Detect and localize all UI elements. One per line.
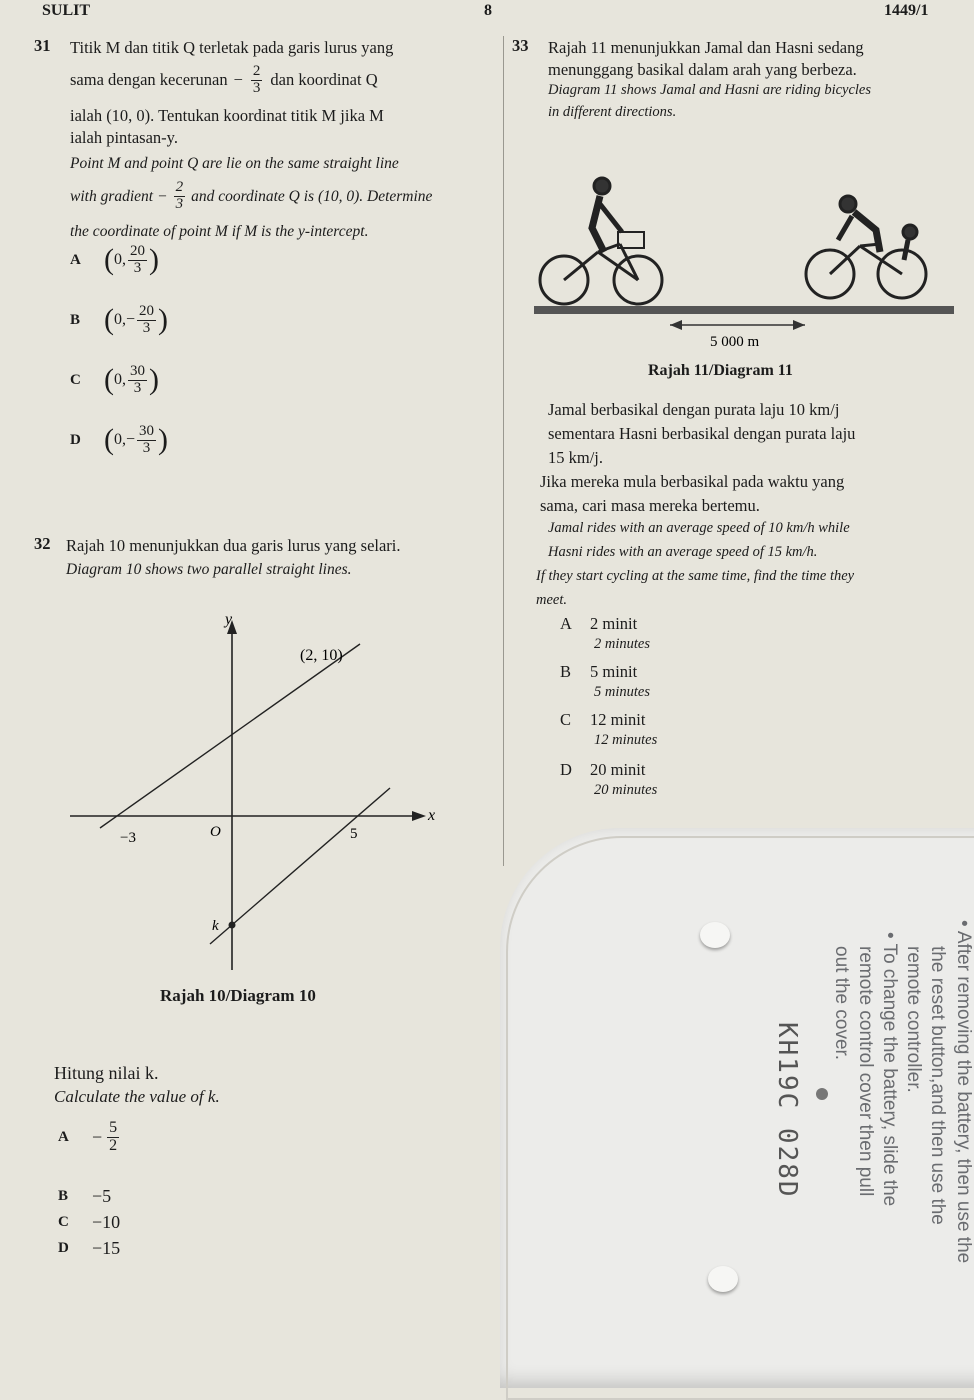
q33-body-ms-2: sementara Hasni berbasikal dengan purata laju bbox=[548, 424, 856, 443]
q32-en: Diagram 10 shows two parallel straight lines. bbox=[66, 561, 352, 578]
remote-rim bbox=[506, 836, 974, 1400]
option-head: 0, bbox=[114, 371, 126, 389]
k-label: k bbox=[212, 918, 219, 934]
q33-body-en-3: If they start cycling at the same time, find the time they bbox=[536, 568, 855, 584]
option-letter: A bbox=[70, 251, 81, 268]
q33-en-line2: in different directions. bbox=[548, 104, 677, 120]
x-axis-arrow bbox=[412, 811, 426, 821]
q31-option-a[interactable]: A ( 0, $\frac{20}{3}$ ) bbox=[70, 243, 159, 277]
hasni-cyclist-icon bbox=[806, 196, 926, 298]
option-sign: − bbox=[126, 311, 136, 329]
q31-ms-line2 bbox=[70, 64, 378, 97]
remote-text-line4: • To change the battery, slide the bbox=[879, 932, 900, 1207]
option-en: 2 minutes bbox=[594, 636, 650, 652]
lower-line bbox=[210, 788, 390, 944]
option-en: 12 minutes bbox=[594, 732, 658, 748]
option-sign: − bbox=[126, 431, 136, 449]
column-divider bbox=[503, 36, 504, 866]
remote-text-line2: the reset button,and then use the bbox=[927, 946, 948, 1225]
option-ms: 20 minit bbox=[590, 760, 646, 779]
jamal-cyclist-icon bbox=[540, 178, 662, 304]
option-sign: − bbox=[92, 1126, 103, 1147]
option-letter: D bbox=[560, 760, 572, 779]
q31-en-line3: the coordinate of point M if M is the y-intercept. bbox=[70, 223, 369, 240]
q33-body-ms-3: 15 km/j. bbox=[548, 448, 604, 467]
option-letter: B bbox=[70, 311, 81, 328]
option-ms: 5 minit bbox=[590, 662, 638, 681]
x-label: x bbox=[428, 807, 436, 824]
q33-body-en-1: Jamal rides with an average speed of 10 km/h while bbox=[548, 520, 850, 536]
q33-number: 33 bbox=[512, 36, 529, 55]
diagram-11-caption: Rajah 11/Diagram 11 bbox=[648, 362, 793, 379]
q31-option-c[interactable]: C ( 0, $\frac{30}{3}$ ) bbox=[70, 363, 159, 397]
q32-option-d[interactable] bbox=[58, 1238, 120, 1259]
upper-line bbox=[100, 644, 360, 828]
q33-body-en-4: meet. bbox=[536, 592, 567, 608]
q33-ms-line2: menunggang basikal dalam arah yang berbeza. bbox=[548, 60, 857, 79]
option-letter: B bbox=[560, 662, 572, 681]
q32-ask-en: Calculate the value of k. bbox=[54, 1087, 220, 1106]
tick-neg-3: −3 bbox=[120, 830, 136, 846]
q31-en-line2b: and coordinate Q is (10, 0). Determine bbox=[191, 187, 433, 205]
option-head: 0, bbox=[114, 431, 126, 449]
q31-number: 31 bbox=[34, 36, 51, 55]
q31-ms-line3: ialah (10, 0). Tentukan koordinat titik M jika M bbox=[70, 106, 384, 125]
option-text: −10 bbox=[92, 1212, 121, 1232]
remote-button-top[interactable] bbox=[700, 922, 730, 948]
gradient-fraction: $\frac{2}{3}$ bbox=[252, 63, 261, 96]
q32-ask-ms: Hitung nilai k. bbox=[54, 1063, 159, 1083]
option-fraction: $\frac{20}{3}$ bbox=[139, 303, 155, 336]
option-fraction: $\frac{30}{3}$ bbox=[130, 363, 145, 396]
option-ms: 12 minit bbox=[590, 710, 646, 729]
header-left: SULIT bbox=[42, 2, 91, 19]
point-label: (2, 10) bbox=[300, 647, 343, 664]
q31-ms-line4: ialah pintasan-y. bbox=[70, 128, 178, 147]
q32-option-c[interactable] bbox=[58, 1212, 120, 1233]
option-letter: C bbox=[560, 710, 572, 729]
q32-ms: Rajah 10 menunjukkan dua garis lurus yang selari. bbox=[66, 536, 401, 555]
gradient-fraction-en: $\frac{2}{3}$ bbox=[175, 179, 184, 212]
page-number: 8 bbox=[484, 2, 492, 19]
diagram-11 bbox=[520, 170, 960, 350]
option-fraction: $\frac{30}{3}$ bbox=[139, 423, 155, 456]
diagram-10-caption: Rajah 10/Diagram 10 bbox=[160, 986, 316, 1005]
y-label: y bbox=[225, 611, 233, 628]
option-en: 20 minutes bbox=[594, 782, 658, 798]
remote-text-line6: out the cover. bbox=[831, 946, 852, 1061]
q31-ms-line1: Titik M dan titik Q terletak pada garis lurus yang bbox=[70, 38, 394, 57]
q33-option-d[interactable] bbox=[560, 760, 657, 799]
remote-text-line1: • After removing the battery, then use the bbox=[953, 920, 974, 1264]
q31-en-line1: Point M and point Q are lie on the same straight line bbox=[70, 155, 399, 172]
remote-button-bottom[interactable] bbox=[708, 1266, 738, 1292]
q33-body-en-2: Hasni rides with an average speed of 15 km/h. bbox=[548, 544, 818, 560]
q31-ms-line2a: sama dengan kecerunan bbox=[70, 70, 228, 90]
option-ms: 2 minit bbox=[590, 614, 638, 633]
tick-5: 5 bbox=[350, 826, 358, 842]
option-letter: A bbox=[560, 614, 572, 633]
q33-body-ms-5: sama, cari masa mereka bertemu. bbox=[540, 496, 760, 515]
option-fraction: $\frac{20}{3}$ bbox=[130, 243, 145, 276]
road bbox=[534, 306, 954, 314]
option-en: 5 minutes bbox=[594, 684, 650, 700]
q33-body-ms-1: Jamal berbasikal dengan purata laju 10 km/j bbox=[548, 400, 840, 419]
option-letter: D bbox=[70, 431, 81, 448]
option-head: 0, bbox=[114, 311, 126, 329]
q32-option-b[interactable] bbox=[58, 1186, 111, 1207]
q33-body-ms-4: Jika mereka mula berbasikal pada waktu yang bbox=[540, 472, 845, 491]
q33-option-b[interactable] bbox=[560, 662, 650, 701]
option-text: −5 bbox=[92, 1186, 112, 1206]
option-fraction: $\frac{5}{2}$ bbox=[109, 1119, 118, 1154]
option-text: −15 bbox=[92, 1238, 121, 1258]
q31-option-b[interactable]: B ( 0, − $\frac{20}{3}$ ) bbox=[70, 303, 169, 337]
gradient-sign-en: − bbox=[157, 187, 168, 205]
q31-ms-line2b: dan koordinat Q bbox=[270, 70, 378, 90]
q31-en-line2a: with gradient bbox=[70, 187, 154, 205]
option-letter: C bbox=[58, 1214, 69, 1230]
q31-option-d[interactable]: D ( 0, − $\frac{30}{3}$ ) bbox=[70, 423, 169, 457]
remote-model-number: KH19C 028D bbox=[772, 1022, 802, 1199]
q32-option-a[interactable] bbox=[58, 1120, 121, 1155]
option-letter: D bbox=[58, 1240, 69, 1256]
q33-en-line1: Diagram 11 shows Jamal and Hasni are riding bicycles bbox=[548, 82, 872, 98]
remote-indicator-dot bbox=[816, 1088, 828, 1100]
q33-option-a[interactable] bbox=[560, 614, 650, 653]
distance-label: 5 000 m bbox=[710, 334, 760, 350]
diagram-10 bbox=[60, 608, 480, 1008]
gradient-sign: − bbox=[233, 70, 243, 90]
option-letter: C bbox=[70, 371, 81, 388]
option-letter: A bbox=[58, 1128, 69, 1145]
k-point bbox=[229, 922, 236, 929]
remote-text-line5: remote control cover then pull bbox=[855, 946, 876, 1197]
q33-option-c[interactable] bbox=[560, 710, 657, 749]
q33-ms-line1: Rajah 11 menunjukkan Jamal dan Hasni sedang bbox=[548, 38, 864, 57]
q32-number: 32 bbox=[34, 534, 51, 553]
option-head: 0, bbox=[114, 251, 126, 269]
option-letter: B bbox=[58, 1188, 69, 1204]
remote-text-line3: remote controller. bbox=[903, 946, 924, 1093]
origin-label: O bbox=[210, 824, 221, 840]
q31-en-line2 bbox=[70, 180, 432, 213]
paper-code: 1449/1 bbox=[884, 2, 929, 19]
